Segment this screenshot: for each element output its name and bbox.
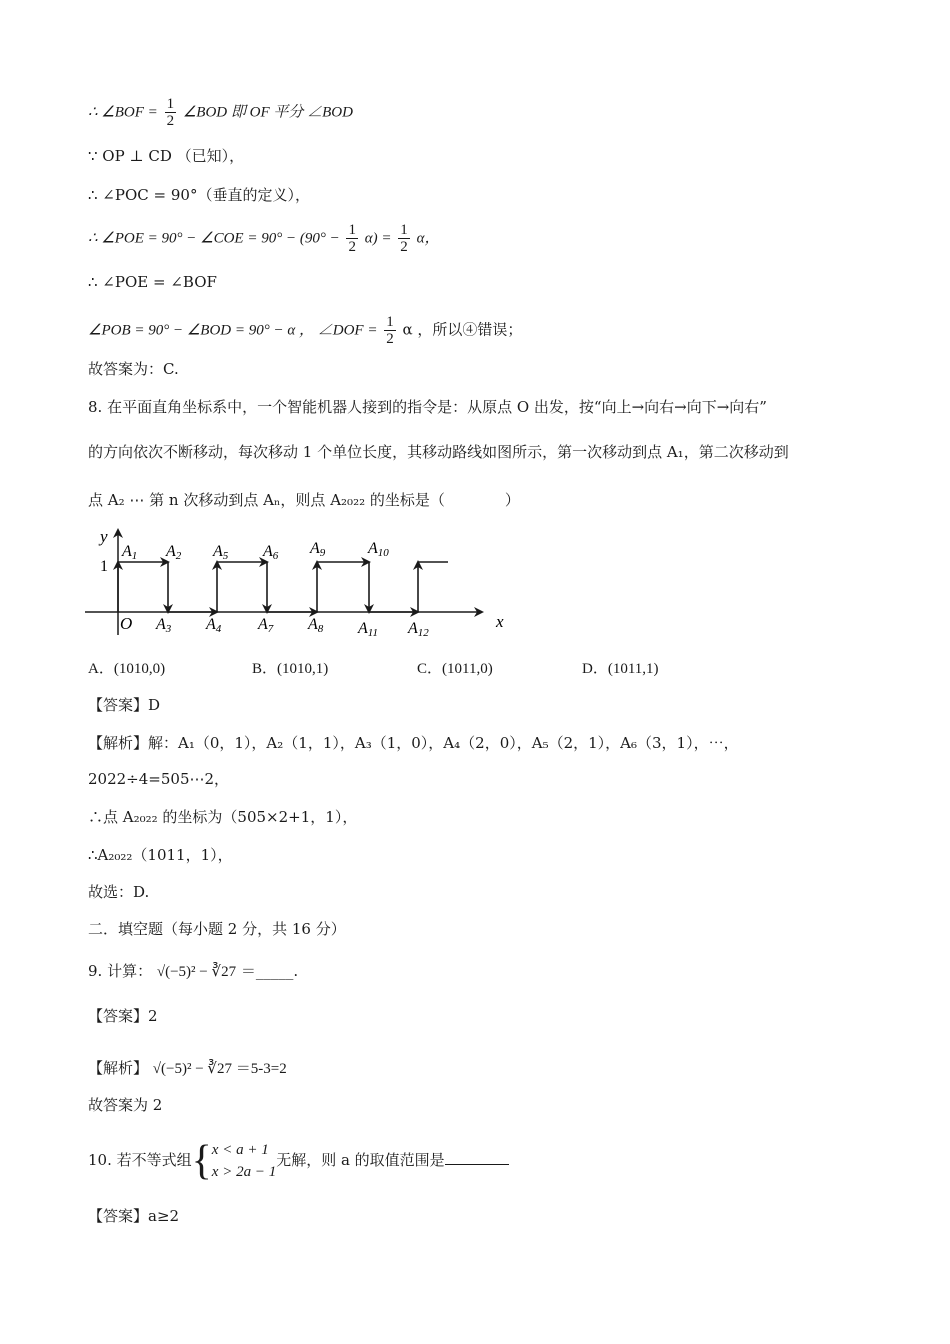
q9-analysis-label: 【解析】 [88, 1059, 149, 1077]
point-label-a7: A7 [258, 616, 274, 635]
fraction-half: $\frac{1}{2}$ [386, 314, 394, 347]
fraction-half: $\frac{1}{2}$ [348, 222, 356, 255]
point-label-a1: A1 [122, 543, 138, 562]
origin-label: O [120, 614, 133, 633]
point-label-a2: A2 [166, 543, 182, 562]
point-label-a9: A9 [310, 540, 326, 559]
q10-suffix: 无解，则 a 的取值范围是 [276, 1151, 445, 1169]
inequality-system [212, 1139, 276, 1183]
q10-answer: 【答案】a≥2 [88, 1207, 180, 1225]
q9-analysis-expr: √(−5)² − ∛27 ＝5-3=2 [152, 1061, 287, 1077]
option-b: B．(1010,1) [252, 661, 329, 677]
unit-label: 1 [100, 558, 108, 575]
fraction-half: $\frac{1}{2}$ [166, 96, 175, 129]
q8-text-1: 8. 在平面直角坐标系中，一个智能机器人接到的指令是：从原点 O 出发，按“向上→向右→向下→向右” [88, 398, 767, 416]
option-a: A．(1010,0) [88, 661, 166, 677]
point-label-a8: A8 [308, 616, 324, 635]
q8-analysis-3: ∴点 A₂₀₂₂ 的坐标为（505×2+1，1）， [88, 808, 358, 826]
line-1 [88, 96, 353, 129]
q9-answer: 【答案】2 [88, 1007, 158, 1025]
line-3: ∴ ∠POC = 90°（垂直的定义）， [88, 186, 310, 204]
point-label-a3: A3 [156, 616, 172, 635]
q9-question [88, 960, 298, 983]
q9-conclusion: 故答案为 2 [88, 1096, 163, 1114]
point-label-a11: A11 [358, 620, 378, 639]
section-2-heading: 二．填空题（每小题 2 分，共 16 分） [88, 920, 346, 938]
point-label-a4: A4 [206, 616, 222, 635]
answer-blank [445, 1150, 509, 1165]
q10-question [88, 1138, 509, 1183]
q10-prefix: 10. 若不等式组 [88, 1151, 192, 1169]
point-label-a6: A6 [263, 543, 279, 562]
q8-text-3: 点 A₂ ⋯ 第 n 次移动到点 Aₙ，则点 A₂₀₂₂ 的坐标是（ ） [88, 491, 520, 509]
x-axis-label: x [496, 612, 504, 631]
q9-suffix: ＝_____. [240, 962, 299, 980]
brace-icon: { [191, 1138, 212, 1184]
y-axis-label: y [100, 527, 108, 546]
point-label-a12: A12 [408, 620, 429, 639]
point-label-a10: A10 [368, 540, 389, 559]
q8-text-2: 的方向依次不断移动，每次移动 1 个单位长度，其移动路线如图所示，第一次移动到点 A₁，第二次移动到 [88, 443, 789, 461]
l4-mid: α) = [364, 230, 392, 247]
q9-expression: √(−5)² − ∛27 [156, 964, 237, 980]
inequality-1: x < a + 1 [211, 1142, 269, 1158]
line-6 [88, 314, 522, 347]
robot-path-diagram [80, 525, 510, 640]
l6-post: α ，所以④错误； [402, 320, 523, 339]
point-label-a5: A5 [213, 543, 229, 562]
q8-answer: 【答案】D [88, 696, 161, 714]
line-5: ∴ ∠POE = ∠BOF [88, 273, 217, 291]
q9-prefix: 9. 计算： [88, 962, 153, 980]
q8-analysis-5: 故选：D. [88, 883, 150, 901]
inequality-2: x > 2a − 1 [211, 1164, 277, 1180]
q8-analysis-1: 【解析】解：A₁（0，1），A₂（1，1），A₃（1，0），A₄（2，0），A₅（2，1），A₆（3，1），⋯， [88, 734, 739, 752]
l1-post: ∠BOD 即 OF 平分 ∠BOD [182, 104, 353, 121]
q9-analysis [88, 1057, 287, 1080]
line-2: ∵ OP ⊥ CD （已知）， [88, 147, 245, 165]
l1-pre: ∴ ∠BOF = [88, 104, 158, 121]
option-d: D．(1011,1) [582, 661, 659, 677]
fraction-half: $\frac{1}{2}$ [400, 222, 408, 255]
l4-pre: ∴ ∠POE = 90° − ∠COE = 90° − (90° − [88, 230, 340, 247]
option-c: C．(1011,0) [417, 661, 493, 677]
line-7: 故答案为：C. [88, 360, 179, 378]
line-4 [88, 222, 439, 255]
q8-analysis-2: 2022÷4=505⋯2， [88, 770, 230, 788]
l6-pre: ∠POB = 90° − ∠BOD = 90° − α ， ∠DOF = [88, 322, 378, 339]
q8-analysis-4: ∴A₂₀₂₂（1011，1）， [88, 846, 233, 864]
l4-post: α， [416, 230, 440, 247]
